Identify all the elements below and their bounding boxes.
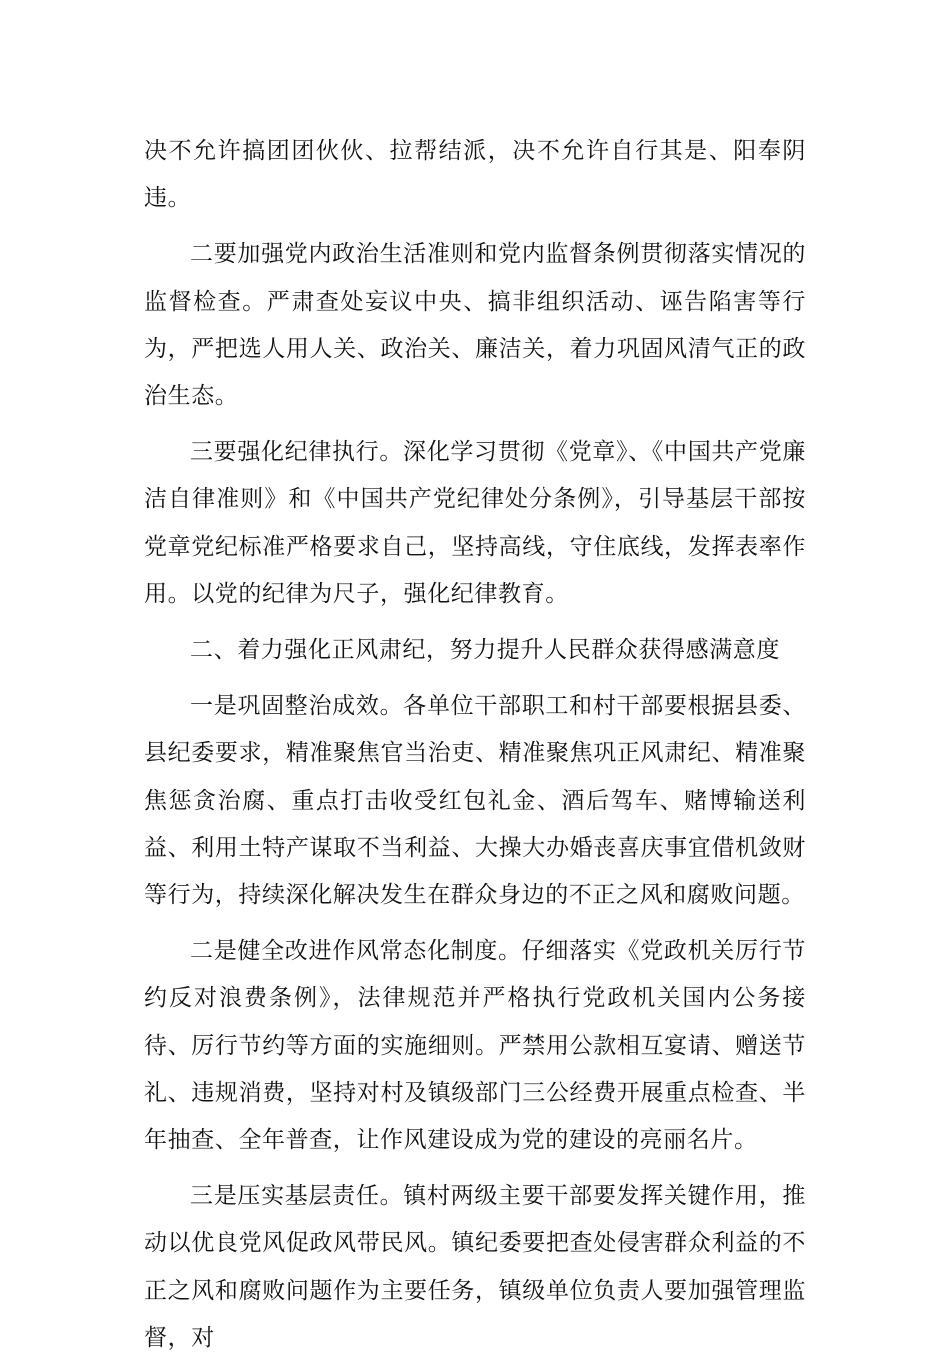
- paragraph-grassroots-responsibility: 三是压实基层责任。镇村两级主要干部要发挥关键作用，推动以优良党风促政风带民风。镇纪委要把查处侵害群众利益的不正之风和腐败问题作为主要任务，镇级单位负责人要加强管理监督，对: [144, 1183, 806, 1351]
- paragraph-continued: 决不允许搞团团伙伙、拉帮结派，决不允许自行其是、阳奉阴违。: [144, 138, 806, 212]
- section-heading-two: 二、着力强化正风肃纪，努力提升人民群众获得感满意度: [190, 637, 780, 664]
- paragraph-political-life-supervision: 二要加强党内政治生活准则和党内监督条例贯彻落实情况的监督检查。严肃查处妄议中央、搞非组织活动、诬告陷害等行为，严把选人用人关、政治关、廉洁关，着力巩固风清气正的政治生态。: [144, 241, 806, 410]
- paragraph-discipline-enforcement: 三要强化纪律执行。深化学习贯彻《党章》、《中国共产党廉洁自律准则》和《中国共产党纪律处分条例》，引导基层干部按党章党纪标准严格要求自己，坚持高线，守住底线，发挥表率作用。以党的纪律为尺子，强化纪律教育。: [144, 439, 806, 607]
- paragraph-consolidate-results: 一是巩固整治成效。各单位干部职工和村干部要根据县委、县纪委要求，精准聚焦官当治吏、精准聚焦巩正风肃纪、精准聚焦惩贪治腐、重点打击收受红包礼金、酒后驾车、赌博输送利益、利用土特产谋取不当利益、大操大办婚丧喜庆事宜借机敛财等行为，持续深化解决发生在群众身边的不正之风和腐败问题。: [144, 693, 806, 909]
- paragraph-style-system: 二是健全改进作风常态化制度。仔细落实《党政机关厉行节约反对浪费条例》，法律规范并严格执行党政机关国内公务接待、厉行节约等方面的实施细则。严禁用公款相互宴请、赠送节礼、违规消费，坚持对村及镇级部门三公经费开展重点检查、半年抽查、全年普查，让作风建设成为党的建设的亮丽名片。: [144, 938, 806, 1154]
- document-body: [144, 128, 806, 1371]
